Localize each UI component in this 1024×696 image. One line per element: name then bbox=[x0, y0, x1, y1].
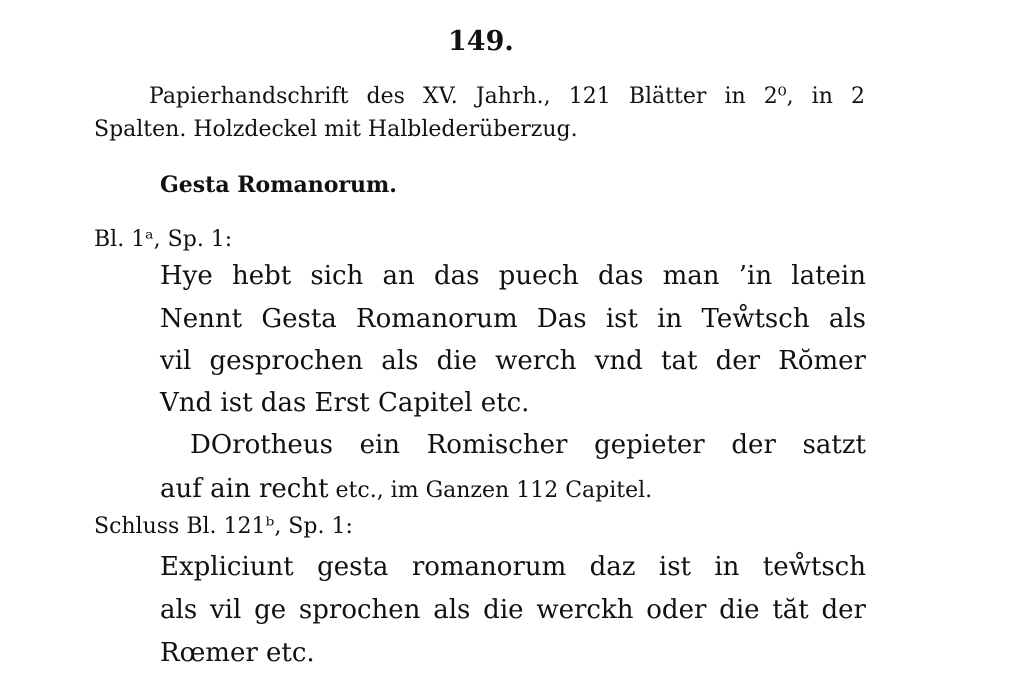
start-text-line-1: Hye hebt sich an das puech das man ’in latein bbox=[160, 261, 866, 291]
incipit-line-2 bbox=[160, 476, 652, 502]
page-number: 149. bbox=[448, 26, 514, 57]
incipit-line-2-note: etc., im Ganzen 112 Capitel. bbox=[328, 478, 653, 503]
end-reference: Schluss Bl. 121ᵇ, Sp. 1: bbox=[94, 514, 353, 539]
start-text-line-3: vil gesprochen als die werch vnd tat der Rŏmer bbox=[160, 346, 866, 376]
end-text-line-1: Expliciunt gesta romanorum daz ist in teẘtsch bbox=[160, 552, 866, 582]
description-line-2: Spalten. Holzdeckel mit Halblederüberzug. bbox=[94, 117, 578, 142]
start-reference: Bl. 1ᵃ, Sp. 1: bbox=[94, 227, 233, 252]
description-line-1: Papierhandschrift des XV. Jahrh., 121 Blätter in 2⁰, in 2 bbox=[149, 84, 865, 109]
incipit-line-1: DOrotheus ein Romischer gepieter der satzt bbox=[190, 430, 866, 460]
start-text-line-2: Nennt Gesta Romanorum Das ist in Teẘtsch als bbox=[160, 304, 866, 334]
incipit-line-2-text: auf ain recht bbox=[160, 474, 329, 504]
end-text-line-2: als vil ge sprochen als die werckh oder die tăt der bbox=[160, 595, 866, 625]
end-text-line-3: Rœmer etc. bbox=[160, 638, 315, 668]
start-text-line-4: Vnd ist das Erst Capitel etc. bbox=[160, 388, 530, 418]
work-title: Gesta Romanorum. bbox=[160, 172, 397, 198]
